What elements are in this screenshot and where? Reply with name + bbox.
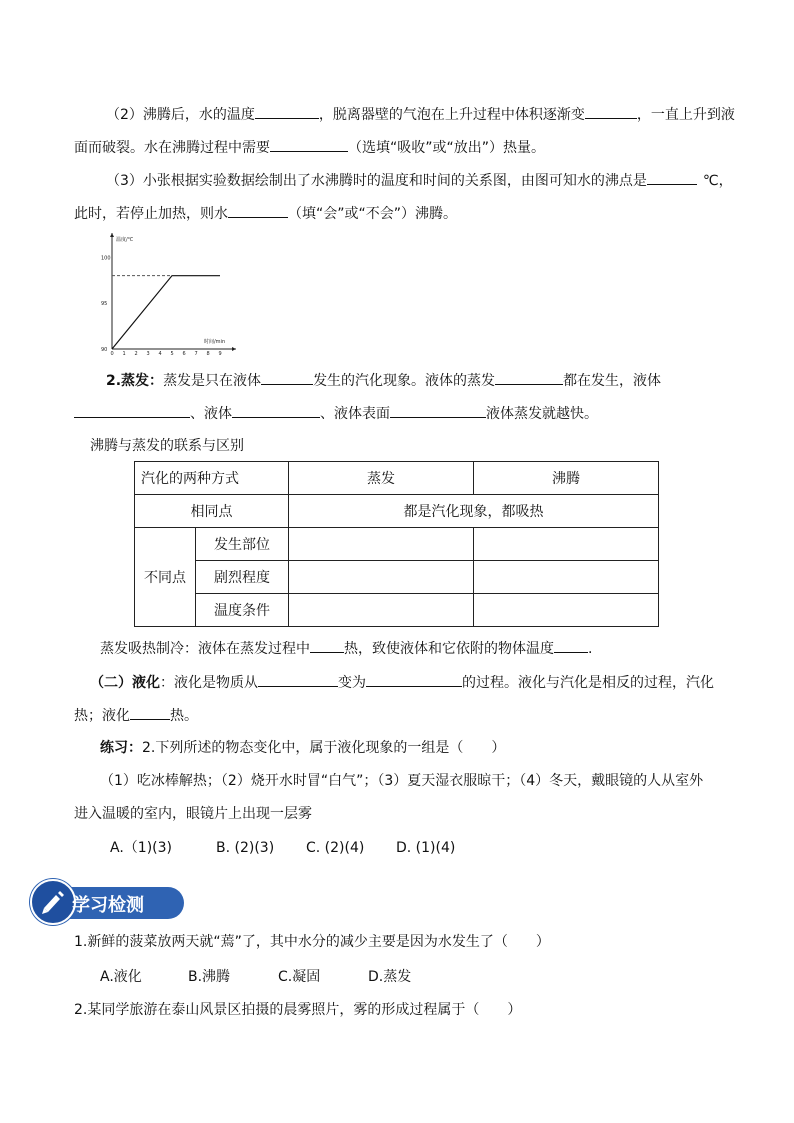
- evap-text-c: 都在发生，液体: [563, 373, 662, 389]
- blank[interactable]: [270, 137, 348, 152]
- y-tick-label: 95: [101, 301, 108, 308]
- blank[interactable]: [74, 403, 190, 418]
- y-axis-label: 温度/℃: [116, 237, 134, 243]
- liq-text-c: 的过程。液化与汽化是相反的过程，汽化: [462, 675, 714, 691]
- q2-line1: [106, 104, 735, 125]
- table-row: [135, 561, 659, 594]
- x-tick-label: 9: [218, 351, 222, 357]
- liq-text-b: 变为: [338, 675, 366, 691]
- evap-title: 2.蒸发：: [106, 373, 164, 389]
- x-tick-label: 2: [134, 351, 138, 357]
- practice-items1: （1）吃冰棒解热；（2）烧开水时冒“白气”；（3）夏天湿衣服晾干；（4）冬天，戴眼镜的人从室外: [100, 773, 704, 789]
- blank[interactable]: [310, 638, 344, 653]
- blank[interactable]: [130, 705, 170, 720]
- option[interactable]: A.液化: [100, 969, 142, 985]
- x-tick-label: 7: [194, 351, 198, 357]
- practice-question: 2.下列所述的物态变化中，属于液化现象的一组是（ ）: [142, 740, 506, 756]
- table-cell: 发生部位: [196, 528, 289, 561]
- blank[interactable]: [258, 672, 338, 687]
- table-cell-empty[interactable]: [474, 561, 659, 594]
- test-q1-options: [100, 967, 411, 987]
- practice-items2: 进入温暖的室内，眼镜片上出现一层雾: [74, 806, 312, 822]
- liq-title: （二）液化: [90, 675, 160, 691]
- cool-line: [100, 638, 592, 659]
- option[interactable]: D.蒸发: [368, 969, 412, 985]
- q3-text-b: ℃，: [702, 173, 733, 189]
- blank[interactable]: [495, 370, 563, 385]
- comparison-table: [134, 461, 659, 627]
- q3-text-c: 此时，若停止加热，则水: [74, 206, 228, 222]
- option[interactable]: B. (2)(3): [216, 840, 275, 856]
- blank[interactable]: [232, 403, 320, 418]
- cool-text-b: 热，致使液体和它依附的物体温度: [344, 641, 554, 657]
- q3-line2: [74, 203, 457, 224]
- option[interactable]: A.（1)(3): [110, 840, 172, 856]
- liq-text-a: ：液化是物质从: [160, 675, 258, 691]
- q2-text-d: 面而破裂。水在沸腾过程中需要: [74, 140, 270, 156]
- table-cell-empty[interactable]: [289, 561, 474, 594]
- q2-text-c: ，一直上升到液: [636, 107, 735, 123]
- test-q2: 2.某同学旅游在泰山风景区拍摄的晨雾照片，雾的形成过程属于（ ）: [74, 1002, 522, 1018]
- blank[interactable]: [261, 370, 313, 385]
- x-axis-label: 时间/min: [204, 339, 226, 345]
- blank[interactable]: [585, 104, 637, 119]
- evap-text-a: 蒸发是只在液体: [163, 373, 262, 389]
- table-cell: 都是汽化现象，都吸热: [289, 495, 659, 528]
- blank[interactable]: [255, 104, 319, 119]
- table-header: 沸腾: [474, 462, 659, 495]
- x-axis-arrow: [232, 347, 236, 351]
- table-cell: 不同点: [135, 528, 196, 627]
- evap-text-e: 、液体表面: [320, 406, 390, 422]
- liq-text-e: 热。: [170, 708, 198, 724]
- option[interactable]: C. (2)(4): [306, 840, 365, 856]
- blank[interactable]: [228, 203, 288, 218]
- table-cell: 相同点: [135, 495, 289, 528]
- evap-text-d: 、液体: [190, 406, 232, 422]
- series-line: [112, 276, 220, 349]
- x-tick-label: 3: [146, 351, 150, 357]
- evap-text-b: 发生的汽化现象。液体的蒸发: [313, 373, 496, 389]
- x-tick-label: 6: [182, 351, 186, 357]
- table-cell-empty[interactable]: [474, 528, 659, 561]
- table-header: 蒸发: [289, 462, 474, 495]
- evap-line2: [74, 403, 598, 424]
- boiling-chart: [100, 230, 240, 358]
- liq-text-d: 热；液化: [74, 708, 130, 724]
- option[interactable]: B.沸腾: [188, 969, 231, 985]
- practice-line: [100, 738, 505, 758]
- x-tick-label: 8: [206, 351, 210, 357]
- table-cell-empty[interactable]: [289, 528, 474, 561]
- pencil-icon: [30, 879, 76, 925]
- table-row: [135, 594, 659, 627]
- x-tick-label: 4: [158, 351, 162, 357]
- blank[interactable]: [366, 672, 462, 687]
- liq-line1: [90, 672, 714, 693]
- table-header: 汽化的两种方式: [135, 462, 289, 495]
- option[interactable]: D. (1)(4): [396, 840, 456, 856]
- y-tick-label: 100: [101, 255, 111, 262]
- q2-text-e: （选填“吸收”或“放出”）热量。: [348, 140, 546, 156]
- q2-text-b: ，脱离器壁的气泡在上升过程中体积逐渐变: [318, 107, 585, 123]
- option[interactable]: C.凝固: [278, 969, 321, 985]
- q3-text-a: （3）小张根据实验数据绘制出了水沸腾时的温度和时间的关系图，由图可知水的沸点是: [106, 173, 647, 189]
- blank[interactable]: [554, 638, 588, 653]
- banner-title: 学习检测: [72, 895, 144, 916]
- cool-text-c: .: [588, 641, 593, 657]
- evap-line1: [106, 370, 661, 391]
- blank[interactable]: [390, 403, 486, 418]
- q3-text-d: （填“会”或“不会”）沸腾。: [288, 206, 458, 222]
- test-q1: 1.新鲜的菠菜放两天就“蔫”了，其中水分的减少主要是因为水发生了（ ）: [74, 934, 550, 950]
- table-row: [135, 495, 659, 528]
- compare-title: 沸腾与蒸发的联系与区别: [90, 438, 244, 454]
- y-axis-arrow: [110, 233, 114, 237]
- table-cell: 剧烈程度: [196, 561, 289, 594]
- q2-line2: [74, 137, 545, 158]
- table-row: [135, 528, 659, 561]
- evap-text-f: 液体蒸发就越快。: [486, 406, 598, 422]
- y-tick-label: 90: [101, 347, 108, 353]
- cool-text-a: 蒸发吸热制冷：液体在蒸发过程中: [100, 641, 310, 657]
- section-banner: [28, 879, 184, 923]
- table-cell-empty[interactable]: [289, 594, 474, 627]
- table-cell-empty[interactable]: [474, 594, 659, 627]
- x-tick-label: 1: [122, 351, 126, 357]
- liq-line2: [74, 705, 198, 726]
- q3-line1: [106, 170, 733, 191]
- practice-title: 练习：: [100, 740, 142, 756]
- table-cell: 温度条件: [196, 594, 289, 627]
- practice-options: [110, 838, 455, 858]
- q2-text-a: （2）沸腾后，水的温度: [106, 107, 255, 123]
- x-tick-label: 0: [110, 351, 114, 357]
- x-tick-label: 5: [170, 351, 174, 357]
- blank[interactable]: [647, 170, 697, 185]
- table-row: [135, 462, 659, 495]
